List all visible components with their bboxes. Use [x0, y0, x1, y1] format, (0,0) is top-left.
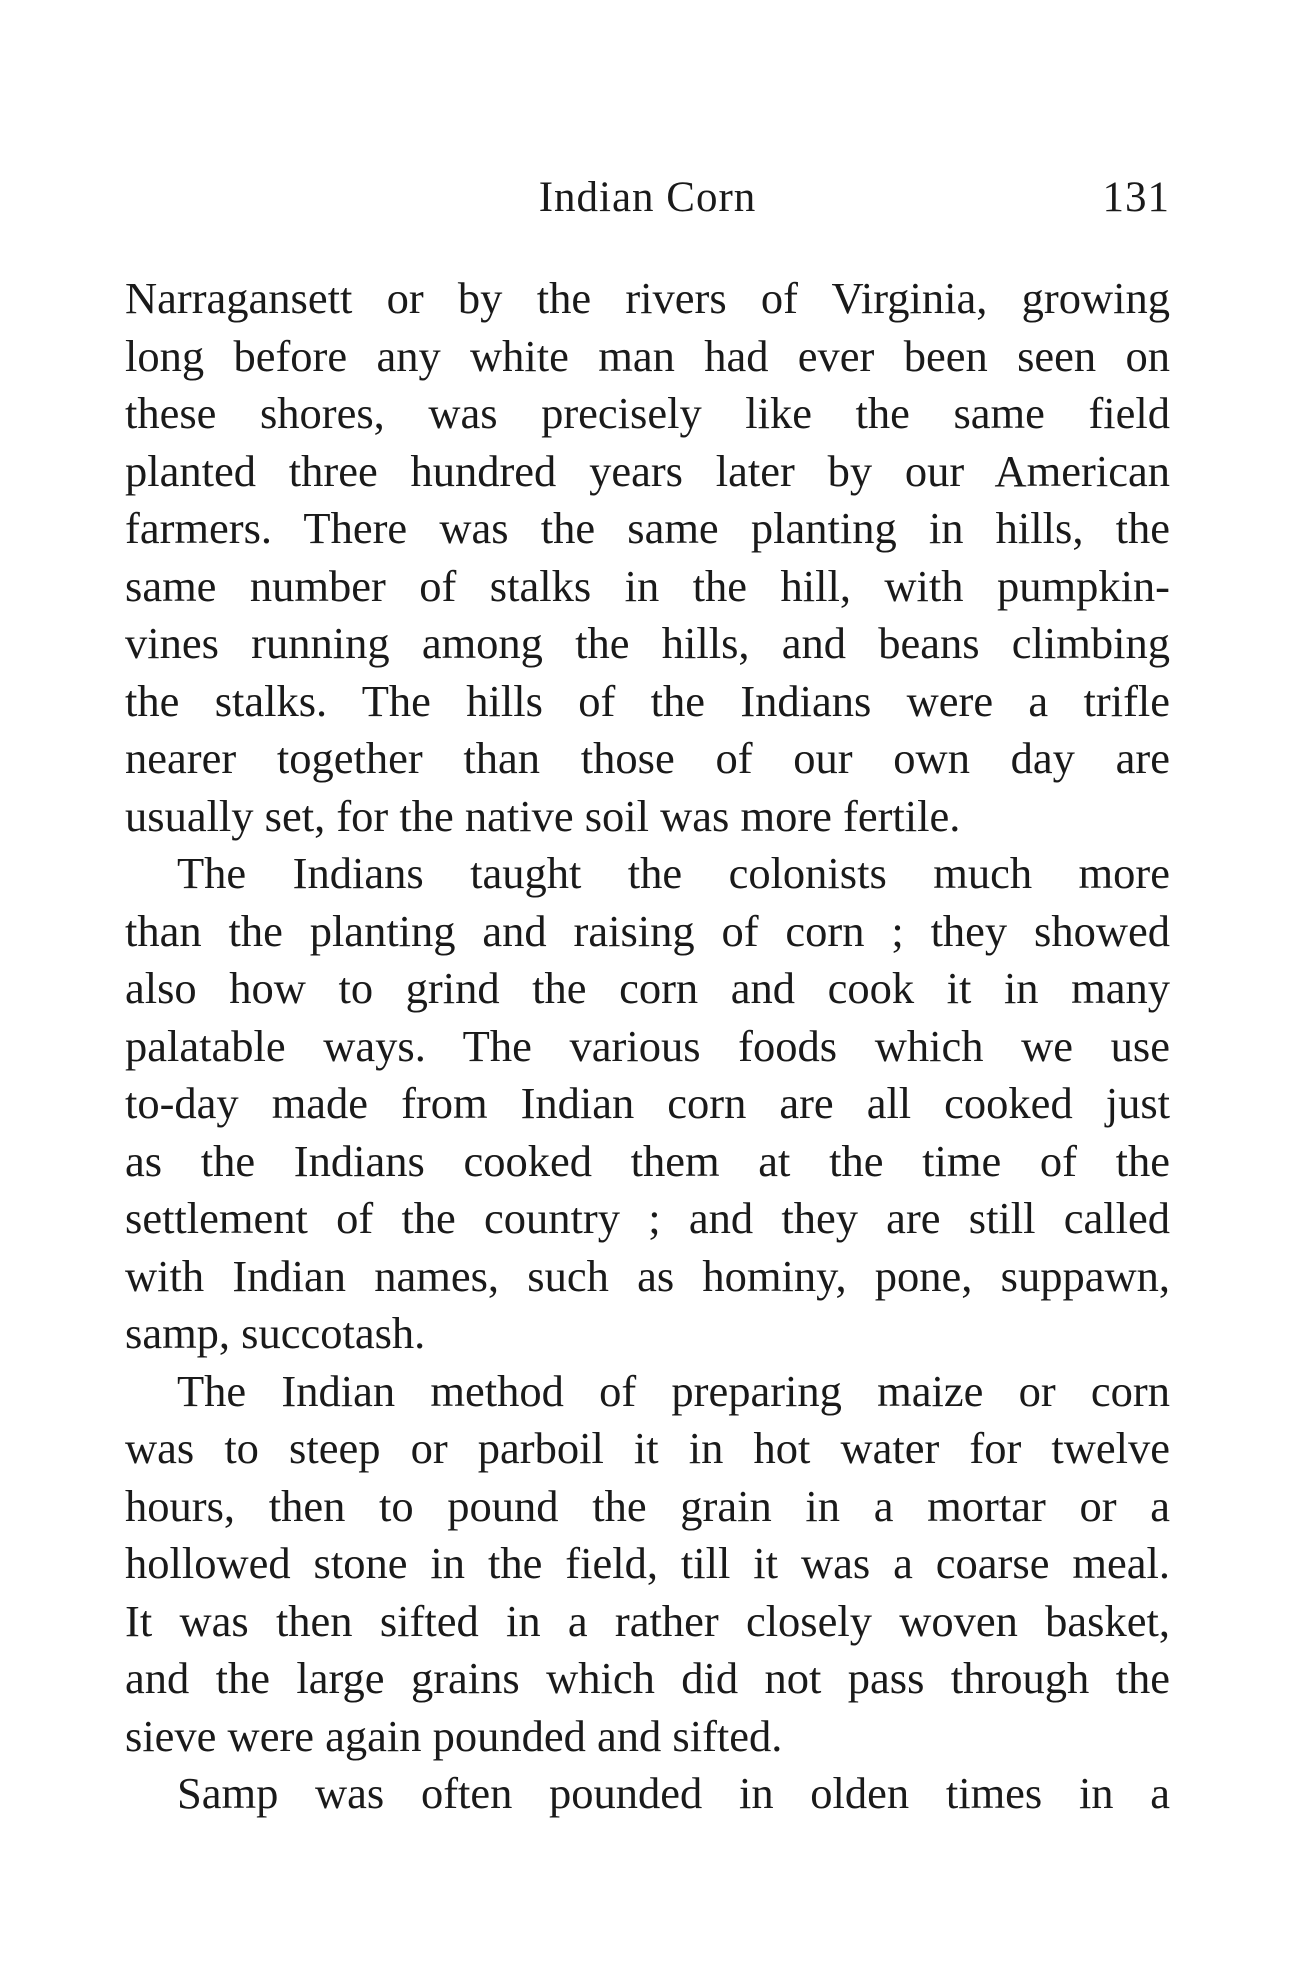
- text-line: as the Indians cooked them at the time of the: [125, 1135, 1170, 1186]
- text-line: hollowed stone in the field, till it was a coarse meal.: [125, 1538, 1170, 1588]
- text-line: usually set, for the native soil was more fertile.: [125, 790, 961, 841]
- text-line: It was then sifted in a rather closely woven basket,: [125, 1595, 1170, 1646]
- text-line: farmers. There was the same planting in hills, the: [125, 503, 1170, 553]
- body-text: [125, 270, 1170, 1823]
- text-line: The Indians taught the colonists much more: [177, 848, 1170, 898]
- text-line: the stalks. The hills of the Indians were a trifle: [125, 675, 1170, 726]
- paragraph: [125, 270, 1170, 845]
- text-line: planted three hundred years later by our American: [125, 445, 1170, 496]
- text-line: with Indian names, such as hominy, pone, suppawn,: [125, 1250, 1170, 1301]
- text-line: vines running among the hills, and beans climbing: [125, 618, 1170, 668]
- text-line: Narragansett or by the rivers of Virginia, growing: [125, 273, 1170, 323]
- paragraph: [125, 845, 1170, 1363]
- paragraph: [125, 1363, 1170, 1766]
- text-line: and the large grains which did not pass through the: [125, 1653, 1170, 1703]
- text-line: long before any white man had ever been seen on: [125, 330, 1170, 381]
- text-line: Samp was often pounded in olden times in a: [177, 1768, 1170, 1818]
- running-head: [125, 168, 1170, 228]
- text-line: these shores, was precisely like the same field: [125, 388, 1170, 438]
- text-line: The Indian method of preparing maize or corn: [177, 1365, 1170, 1416]
- text-line: palatable ways. The various foods which we use: [125, 1020, 1170, 1071]
- text-line: samp, succotash.: [125, 1308, 426, 1358]
- text-line: settlement of the country ; and they are still called: [125, 1193, 1170, 1243]
- text-line: to-day made from Indian corn are all cooked just: [125, 1078, 1170, 1128]
- text-line: hours, then to pound the grain in a mortar or a: [125, 1480, 1170, 1531]
- text-line: also how to grind the corn and cook it in many: [125, 963, 1170, 1013]
- text-line: sieve were again pounded and sifted.: [125, 1710, 783, 1761]
- text-line: same number of stalks in the hill, with pumpkin-: [125, 560, 1170, 611]
- page-number: 131: [1102, 174, 1170, 221]
- running-title: Indian Corn: [538, 174, 757, 221]
- text-line: than the planting and raising of corn ; they showed: [125, 905, 1170, 956]
- text-line: was to steep or parboil it in hot water for twelve: [125, 1423, 1170, 1473]
- paragraph: [125, 1765, 1170, 1823]
- text-line: nearer together than those of our own day are: [125, 733, 1170, 783]
